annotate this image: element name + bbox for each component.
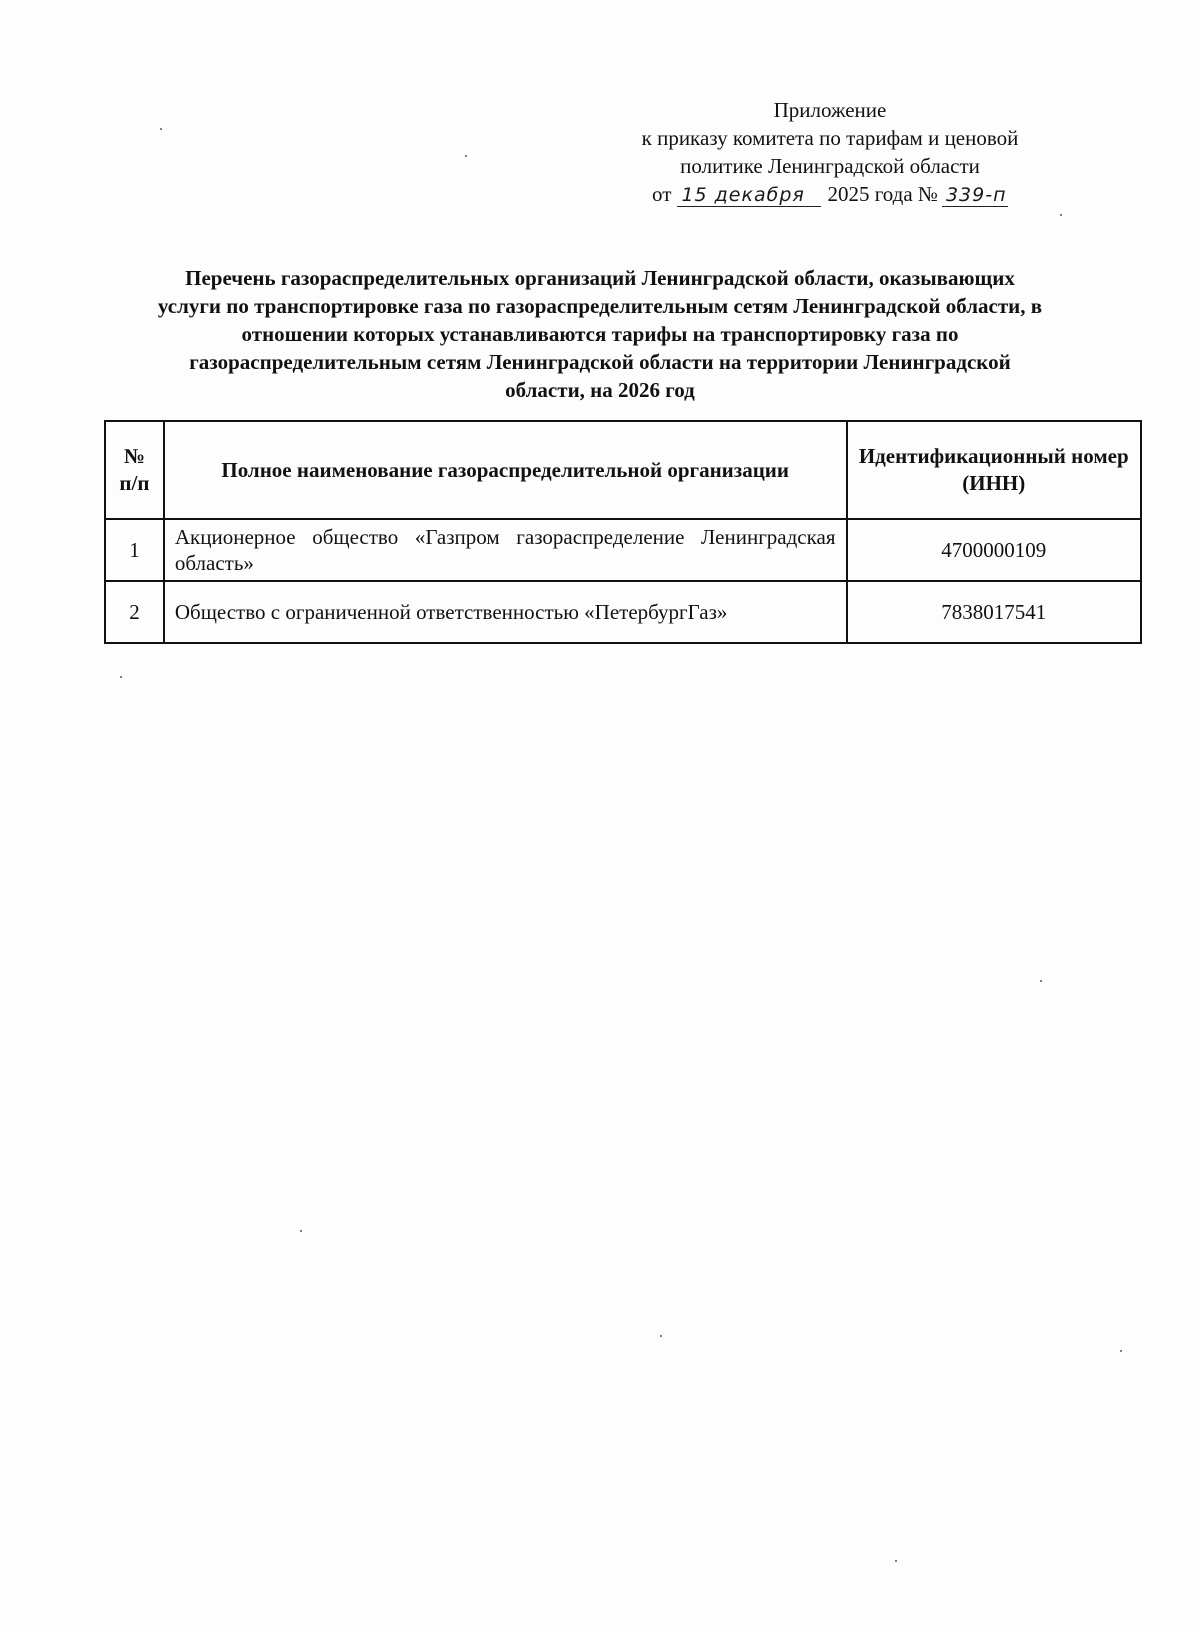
heading-line: услуги по транспортировке газа по газораспределительным сетям Ленинградской области, в bbox=[157, 294, 1043, 318]
date-prefix: от bbox=[652, 182, 672, 206]
heading-line: Перечень газораспределительных организаций Ленинградской области, оказывающих bbox=[185, 266, 1015, 290]
appendix-block bbox=[590, 96, 1070, 208]
appendix-committee-line: политике Ленинградской области bbox=[680, 154, 980, 178]
heading-line: отношении которых устанавливаются тарифы на транспортировку газа по bbox=[241, 322, 959, 346]
appendix-order-line: к приказу комитета по тарифам и ценовой bbox=[641, 126, 1019, 150]
scan-speck bbox=[300, 1230, 302, 1232]
table-row bbox=[105, 581, 1141, 643]
appendix-date-line bbox=[590, 180, 1070, 208]
row-num: 1 bbox=[105, 519, 164, 581]
row-num: 2 bbox=[105, 581, 164, 643]
table-header-row bbox=[105, 421, 1141, 519]
appendix-title: Приложение bbox=[773, 98, 887, 122]
header-inn: Идентификационный номер (ИНН) bbox=[847, 421, 1142, 519]
scan-speck bbox=[1120, 1350, 1122, 1352]
row-inn: 7838017541 bbox=[847, 581, 1142, 643]
table-row bbox=[105, 519, 1141, 581]
header-name: Полное наименование газораспределительной организации bbox=[164, 421, 847, 519]
heading-line: газораспределительным сетям Ленинградской области на территории Ленинградской bbox=[189, 350, 1011, 374]
organizations-table bbox=[104, 420, 1142, 644]
document-heading bbox=[100, 264, 1100, 404]
scan-speck bbox=[1040, 980, 1042, 982]
handwritten-order-number: 339-п bbox=[942, 184, 1008, 207]
scan-speck bbox=[160, 128, 162, 130]
row-org-name: Акционерное общество «Газпром газораспределение Ленинградская область» bbox=[164, 519, 847, 581]
heading-line: области, на 2026 год bbox=[505, 378, 695, 402]
scan-speck bbox=[1060, 214, 1062, 216]
scan-speck bbox=[120, 676, 122, 678]
row-inn: 4700000109 bbox=[847, 519, 1142, 581]
scan-speck bbox=[895, 1560, 897, 1562]
date-year: 2025 года № bbox=[827, 182, 938, 206]
scan-speck bbox=[465, 155, 467, 157]
row-org-name: Общество с ограниченной ответственностью «ПетербургГаз» bbox=[164, 581, 847, 643]
handwritten-date: 15 декабря bbox=[677, 184, 821, 207]
header-num: № п/п bbox=[105, 421, 164, 519]
scan-speck bbox=[660, 1335, 662, 1337]
